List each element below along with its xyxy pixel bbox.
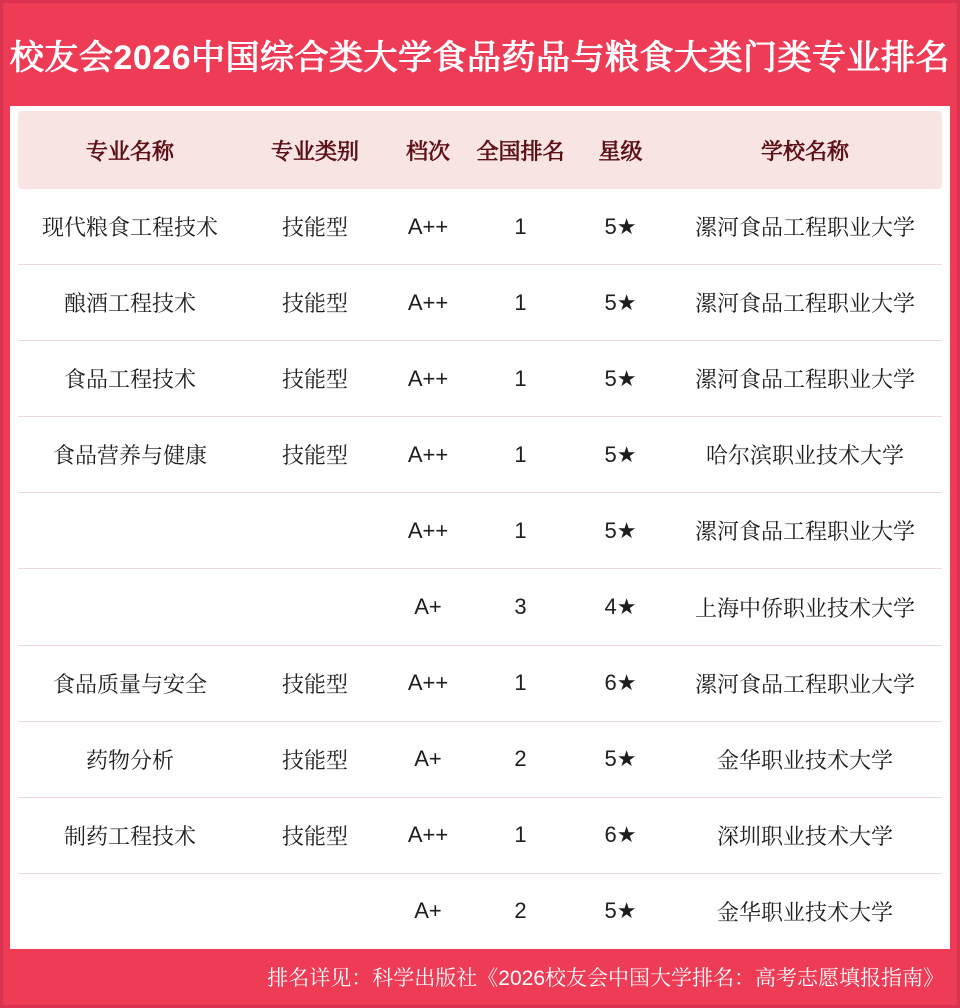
cell-grade: A++ <box>407 289 449 315</box>
column-header-rank: 全国排名 <box>476 138 565 164</box>
cell-star: 5★ <box>604 289 637 315</box>
column-header-grade: 档次 <box>405 138 450 164</box>
cell-major: 药物分析 <box>85 747 174 773</box>
cell-rank: 1 <box>514 213 527 239</box>
cell-grade: A++ <box>407 365 449 391</box>
cell-grade: A++ <box>407 822 449 848</box>
table-row <box>18 798 942 874</box>
cell-school: 哈尔滨职业技术大学 <box>705 443 904 469</box>
cell-school: 上海中侨职业技术大学 <box>694 595 915 621</box>
cell-grade: A++ <box>407 517 449 543</box>
cell-school: 漯河食品工程职业大学 <box>694 519 915 545</box>
cell-grade: A+ <box>414 746 442 772</box>
cell-category: 技能型 <box>281 367 348 393</box>
cell-rank: 1 <box>514 822 527 848</box>
cell-major: 制药工程技术 <box>63 823 196 849</box>
cell-rank: 1 <box>514 365 527 391</box>
column-header-school: 学校名称 <box>760 138 849 164</box>
cell-major: 酿酒工程技术 <box>63 291 196 317</box>
cell-star: 6★ <box>604 822 637 848</box>
cell-rank: 1 <box>514 441 527 467</box>
cell-grade: A+ <box>414 898 442 924</box>
table-header <box>18 111 942 189</box>
cell-star: 5★ <box>604 517 637 543</box>
table-container <box>10 106 950 949</box>
cell-category: 技能型 <box>281 215 348 241</box>
table-body <box>18 189 942 949</box>
cell-major: 食品营养与健康 <box>52 443 207 469</box>
table-row <box>18 189 942 265</box>
cell-grade: A++ <box>407 213 449 239</box>
cell-star: 5★ <box>604 365 637 391</box>
cell-grade: A++ <box>407 441 449 467</box>
cell-grade: A+ <box>414 594 442 620</box>
page-title: 校友会2026中国综合类大学食品药品与粮食大类门类专业排名 <box>9 39 951 77</box>
cell-rank: 1 <box>514 517 527 543</box>
table-row <box>18 265 942 341</box>
cell-rank: 1 <box>514 670 527 696</box>
cell-rank: 1 <box>514 289 527 315</box>
cell-star: 5★ <box>604 746 637 772</box>
cell-school: 金华职业技术大学 <box>716 747 893 773</box>
cell-rank: 3 <box>514 594 527 620</box>
cell-major: 食品质量与安全 <box>52 671 207 697</box>
cell-star: 5★ <box>604 441 637 467</box>
title-banner <box>3 3 957 106</box>
cell-grade: A++ <box>407 670 449 696</box>
cell-star: 4★ <box>604 594 637 620</box>
cell-star: 6★ <box>604 670 637 696</box>
table-row <box>18 874 942 949</box>
table-row <box>18 722 942 798</box>
cell-rank: 2 <box>514 898 527 924</box>
cell-school: 漯河食品工程职业大学 <box>694 215 915 241</box>
cell-rank: 2 <box>514 746 527 772</box>
cell-category: 技能型 <box>281 747 348 773</box>
table-row <box>18 646 942 722</box>
cell-star: 5★ <box>604 898 637 924</box>
table-row <box>18 569 942 645</box>
cell-school: 漯河食品工程职业大学 <box>694 367 915 393</box>
cell-major: 食品工程技术 <box>63 367 196 393</box>
footer-note: 排名详见：科学出版社《2026校友会中国大学排名：高考志愿填报指南》 <box>267 967 944 990</box>
cell-school: 漯河食品工程职业大学 <box>694 291 915 317</box>
cell-category: 技能型 <box>281 443 348 469</box>
column-header-major: 专业名称 <box>85 138 174 164</box>
cell-category: 技能型 <box>281 823 348 849</box>
cell-school: 深圳职业技术大学 <box>716 823 893 849</box>
footer-banner <box>3 949 957 1005</box>
cell-category: 技能型 <box>281 291 348 317</box>
table-row <box>18 493 942 569</box>
table-row <box>18 417 942 493</box>
cell-school: 漯河食品工程职业大学 <box>694 671 915 697</box>
cell-star: 5★ <box>604 213 637 239</box>
cell-major: 现代粮食工程技术 <box>41 215 218 241</box>
table-row <box>18 341 942 417</box>
cell-school: 金华职业技术大学 <box>716 899 893 925</box>
column-header-star: 星级 <box>598 138 643 164</box>
column-header-category: 专业类别 <box>270 138 359 164</box>
cell-category: 技能型 <box>281 671 348 697</box>
